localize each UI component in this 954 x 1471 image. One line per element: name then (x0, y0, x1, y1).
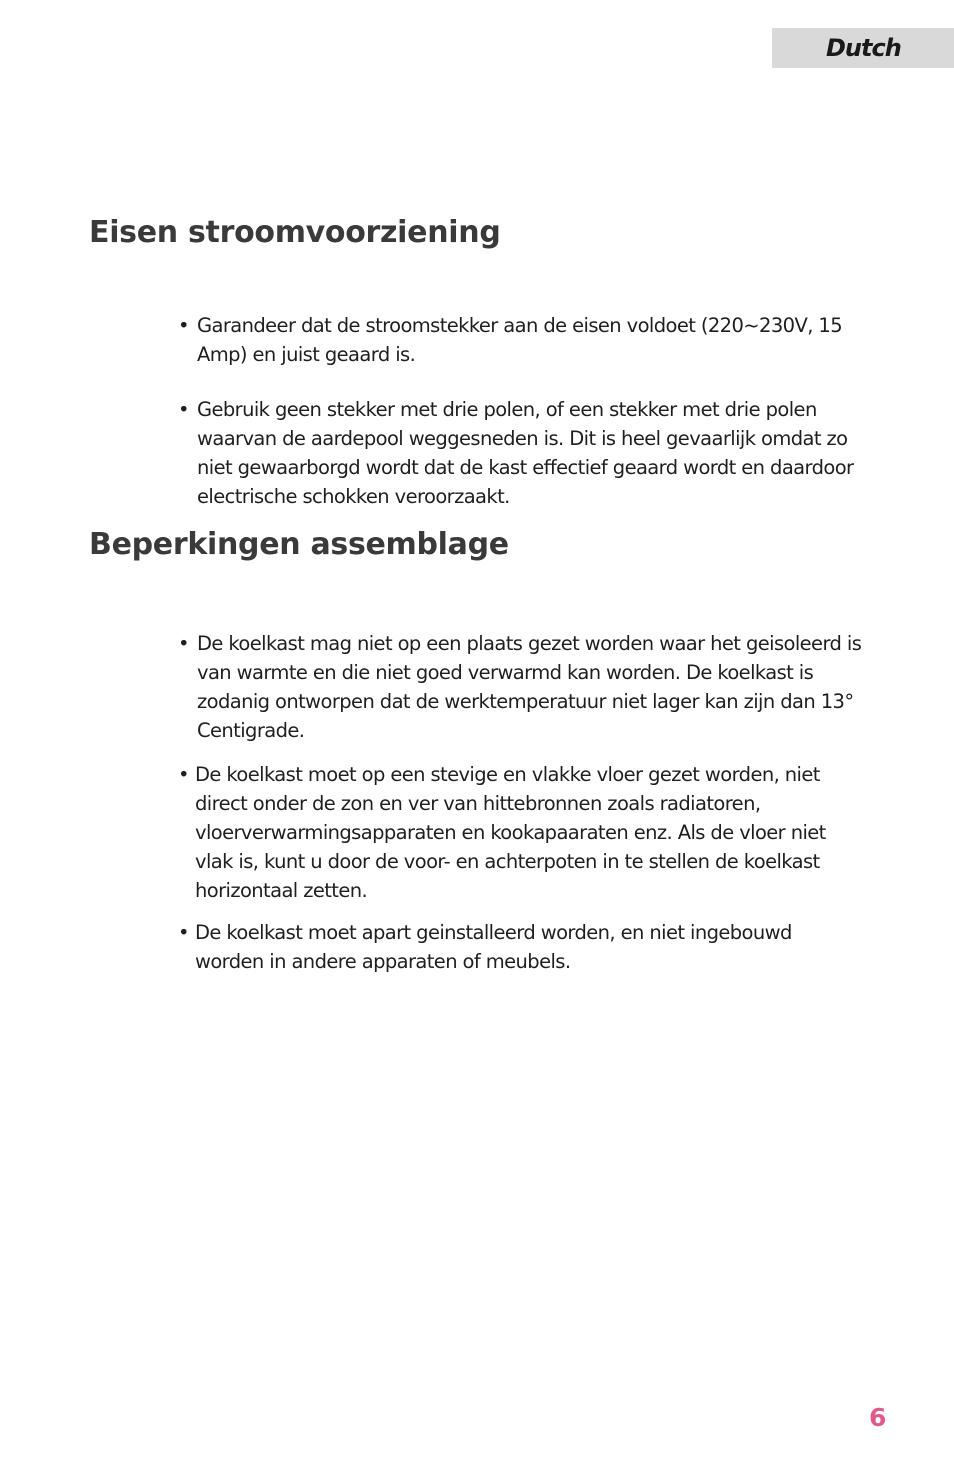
list-item (178, 311, 867, 369)
list-item-text: Garandeer dat de stroomstekker aan de eisen voldoet (220~230V, 15 Amp) en juist geaard is. (197, 314, 843, 366)
section-heading-power-requirements: Eisen stroomvoorziening (89, 215, 501, 250)
bullet-icon: • (178, 632, 189, 655)
list-item (178, 629, 867, 745)
list-item-text: De koelkast moet op een stevige en vlakke vloer gezet worden, niet direct onder de zon en ver van hittebronnen zoals radiatoren, vloerverwarmingsapparaten en kookapaaraten enz. Als de vloer niet vlak is, kunt u door de voor- en achterpoten in te stellen de koelkast horizontaal zetten. (195, 763, 826, 902)
bullet-icon: • (178, 398, 189, 421)
page-number: 6 (869, 1403, 887, 1432)
bullet-icon: • (178, 763, 189, 786)
bullet-icon: • (178, 314, 189, 337)
language-tab: Dutch (772, 28, 954, 68)
bullet-icon: • (178, 921, 189, 944)
list-item (178, 918, 865, 976)
section-heading-assembly-restrictions: Beperkingen assemblage (89, 527, 509, 562)
list-item-text: Gebruik geen stekker met drie polen, of een stekker met drie polen waarvan de aardepool weggesneden is. Dit is heel gevaarlijk omdat zo niet gewaarborgd wordt dat de kast effectief geaard wordt en daardoor electrische schokken veroorzaakt. (197, 398, 854, 508)
list-item (178, 760, 865, 905)
list-item-text: De koelkast moet apart geinstalleerd worden, en niet ingebouwd worden in andere apparaten of meubels. (195, 921, 792, 973)
list-item (178, 395, 867, 511)
list-item-text: De koelkast mag niet op een plaats gezet worden waar het geisoleerd is van warmte en die niet goed verwarmd kan worden. De koelkast is zodanig ontworpen dat de werktemperatuur niet lager kan zijn dan 13° Centigrade. (197, 632, 862, 742)
